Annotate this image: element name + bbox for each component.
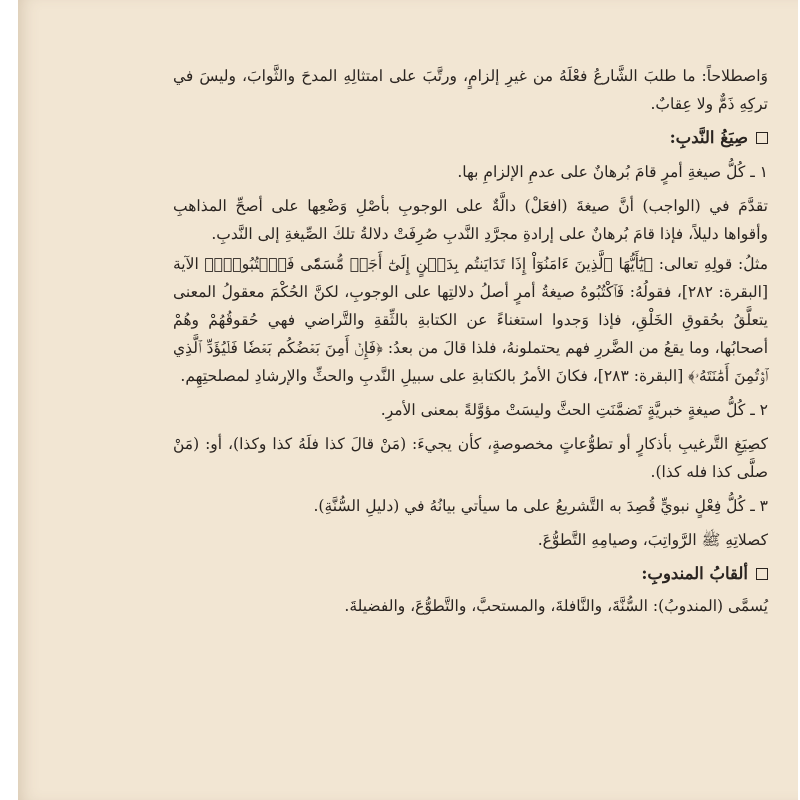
numbered-item-1: ١ ـ كُلُّ صيغةِ أمرٍ قامَ بُرهانٌ على عدمِ الإلزامِ بها. (457, 163, 768, 181)
heading-text: صِيَغُ النَّدبِ: (669, 128, 748, 147)
page-text (173, 62, 768, 622)
example-paragraph-3: كصلاتِهِ ﷺ الرَّواتِبَ، وصيامِهِ التَّطوُّعَ. (537, 531, 768, 549)
section-heading-titles (173, 560, 768, 588)
square-bullet-icon (756, 568, 768, 580)
square-bullet-icon (756, 132, 768, 144)
definition-paragraph: وَاصطلاحاً: ما طلبَ الشَّارعُ فعْلَهُ من غيرِ إلزامٍ، ورتَّبَ على امتثالِهِ المدحَ والثَّوابَ، وليسَ في تركِهِ ذَمٌّ ولا عِقابٌ. (173, 67, 768, 113)
explanation-paragraph: تقدَّمَ في (الواجب) أنَّ صيغةَ (افعَلْ) دالَّةٌ على الوجوبِ بأصْلِ وَضْعِها على أصحِّ المذاهبِ وأقواها دليلاً، فإذا قامَ بُرهانٌ على إرادةِ مجرَّدِ النَّدبِ صُرِفَتْ دلالةُ تلكَ الصِّيغةِ إلى النَّدبِ. (173, 197, 768, 243)
heading-text: ألقابُ المندوبِ: (641, 564, 748, 583)
section-heading-nadb-forms (173, 124, 768, 152)
titles-paragraph: يُسمَّى (المندوبُ): السُّنَّةَ، والنَّافلةَ، والمستحبَّ، والتَّطوُّعَ، والفضيلةَ. (344, 597, 768, 615)
example-paragraph: مثلُ: قولِهِ تعالى: ﴿يَٰٓأَيُّهَا ٱلَّذِينَ ءَامَنُوٓاْ إِذَا تَدَايَنتُم بِدَيۡنٍ إِلَىٰٓ أَجَلٖ مُّسَمّٗى فَٱكۡتُبُوهُۚ﴾ الآية [البقرة: ٢٨٢]، فقولُهُ: فَٱكْتُبُوهُ صيغةُ أمرٍ أصلُ دلالتِها على الوجوبِ، لكنَّ الحُكْمَ معقولُ المعنى يتعلَّقُ بحُقوقِ الخَلْقِ، فإذا وَجدوا استغناءً عن الكتابةِ بالثِّقةِ والتَّراضي فهي حُقوقُهُمْ وهُمْ أصحابُها، وما يقعُ من الضَّررِ فهم يحتملونهُ، فلذا قالَ من بعدُ: ﴿فَإِنۡ أَمِنَ بَعۡضُكُم بَعۡضٗا فَلۡيُؤَدِّ ٱلَّذِي ٱؤۡتُمِنَ أَمَٰنَتَهُۥ﴾ [البقرة: ٢٨٣]، فكانَ الأمرُ بالكتابةِ على سبيلِ النَّدبِ والحثِّ والإرشادِ لمصلحتِهِم. (173, 255, 768, 385)
book-page (18, 0, 798, 800)
numbered-item-3: ٣ ـ كُلُّ فِعْلٍ نبويٍّ قُصِدَ به التَّشريعُ على ما سيأتي بيانُهُ في (دليلِ السُّنَّةِ). (313, 497, 768, 515)
example-paragraph-2: كصِيَغِ التَّرغيبِ بأذكارٍ أو تطوُّعاتٍ مخصوصةٍ، كأن يجيءَ: (مَنْ قالَ كذا فلَهُ كذا وكذا)، أو: (مَنْ صلَّى كذا فله كذا). (173, 435, 768, 481)
numbered-item-2: ٢ ـ كُلُّ صيغةٍ خبريَّةٍ تَضمَّنَتِ الحثَّ وليسَتْ مؤوَّلةً بمعنى الأمرِ. (380, 401, 768, 419)
